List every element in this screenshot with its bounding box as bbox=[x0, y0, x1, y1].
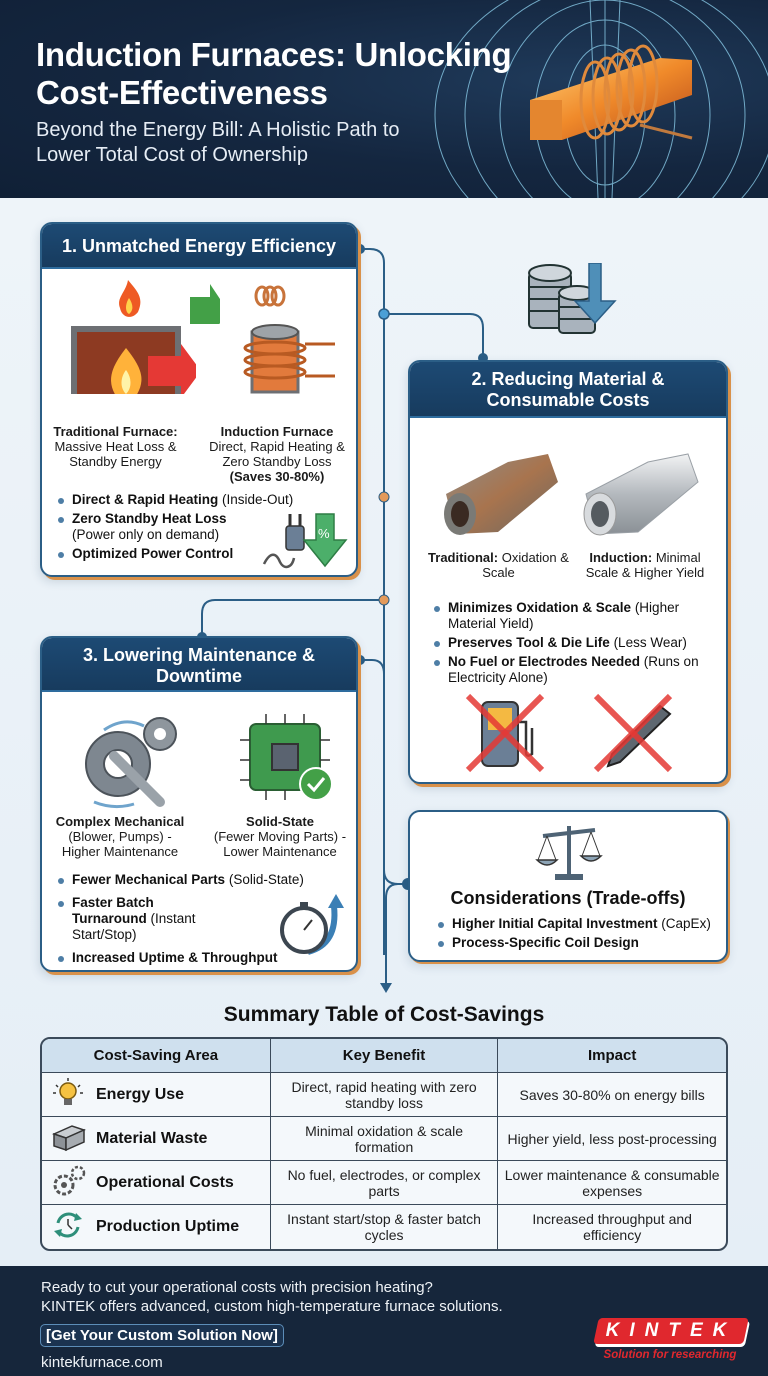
logo-tagline: Solution for researching bbox=[603, 1349, 737, 1361]
benefit-cell: Direct, rapid heating with zero standby loss bbox=[271, 1073, 499, 1117]
considerations-title: Considerations (Trade-offs) bbox=[450, 888, 686, 908]
list-item: Increased Uptime & Throughput bbox=[56, 950, 346, 966]
complex-mechanical-caption: Complex Mechanical (Blower, Pumps) - Higher Maintenance bbox=[55, 814, 185, 859]
page-title: Induction Furnaces: Unlocking Cost-Effectiveness bbox=[36, 36, 512, 111]
area-label: Energy Use bbox=[96, 1085, 185, 1103]
induction-coil-icon bbox=[232, 284, 342, 399]
traditional-furnace-icon bbox=[66, 274, 196, 394]
energy-efficiency-title: 1. Unmatched Energy Efficiency bbox=[42, 224, 356, 269]
list-item: Higher Initial Capital Investment (CapEx) bbox=[436, 916, 721, 932]
impact-cell: Saves 30-80% on energy bills bbox=[498, 1073, 726, 1117]
traditional-part-caption: Traditional: Oxidation & Scale bbox=[428, 550, 569, 580]
impact-cell: Lower maintenance & consumable expenses bbox=[498, 1161, 726, 1205]
balance-scale-icon bbox=[535, 822, 605, 884]
website-link[interactable]: kintekfurnace.com bbox=[41, 1354, 163, 1371]
plug-percent-icon bbox=[262, 512, 352, 572]
summary-table bbox=[40, 1037, 728, 1251]
traditional-furnace-caption: Traditional Furnace: Massive Heat Loss & Standby Energy bbox=[53, 424, 178, 469]
benefit-cell: No fuel, electrodes, or complex parts bbox=[271, 1161, 499, 1205]
solid-state-chip-icon bbox=[236, 710, 346, 810]
get-custom-solution-button[interactable]: [Get Your Custom Solution Now] bbox=[40, 1324, 284, 1347]
footer-message: Ready to cut your operational costs with precision heating? KINTEK offers advanced, custom high-temperature furnace solutions. bbox=[41, 1279, 503, 1315]
area-label: Material Waste bbox=[96, 1129, 208, 1147]
column-header: Impact bbox=[498, 1039, 726, 1073]
coins-down-icon bbox=[527, 263, 619, 345]
column-header: Cost-Saving Area bbox=[42, 1039, 271, 1073]
list-item: Fewer Mechanical Parts (Solid-State) bbox=[56, 872, 346, 888]
lightbulb-icon bbox=[52, 1077, 84, 1109]
considerations-card bbox=[408, 810, 728, 962]
list-item: Direct & Rapid Heating (Inside-Out) bbox=[56, 492, 336, 508]
list-item: Process-Specific Coil Design bbox=[436, 935, 721, 951]
induction-part-caption: Induction: Minimal Scale & Higher Yield bbox=[585, 550, 705, 580]
gears-icon bbox=[52, 1165, 86, 1197]
benefit-cell: Minimal oxidation & scale formation bbox=[271, 1117, 499, 1161]
oxidized-part-image bbox=[438, 442, 568, 552]
material-costs-card bbox=[408, 360, 728, 784]
material-costs-title: 2. Reducing Material & Consumable Costs bbox=[410, 362, 726, 418]
svg-text:%: % bbox=[318, 526, 330, 541]
page-subtitle: Beyond the Energy Bill: A Holistic Path to Lower Total Cost of Ownership bbox=[36, 119, 400, 166]
no-electrodes-icon bbox=[590, 692, 680, 774]
table-header-row bbox=[42, 1039, 726, 1073]
maintenance-title: 3. Lowering Maintenance & Downtime bbox=[42, 638, 356, 692]
solid-state-caption: Solid-State (Fewer Moving Parts) - Lower Maintenance bbox=[213, 814, 347, 859]
no-fuel-icon bbox=[462, 692, 552, 774]
induction-furnace-caption: Induction Furnace Direct, Rapid Heating & Zero Standby Loss (Saves 30-80%) bbox=[209, 424, 345, 484]
list-item: Preserves Tool & Die Life (Less Wear) bbox=[432, 635, 717, 651]
stopwatch-icon bbox=[278, 894, 348, 958]
table-row bbox=[42, 1205, 726, 1249]
gears-wrench-icon bbox=[74, 710, 184, 810]
impact-cell: Higher yield, less post-processing bbox=[498, 1117, 726, 1161]
table-row bbox=[42, 1117, 726, 1161]
considerations-list bbox=[436, 916, 721, 954]
list-item: Faster Batch Turnaround (Instant Start/Stop) bbox=[56, 895, 231, 943]
summary-title: Summary Table of Cost-Savings bbox=[223, 1003, 545, 1026]
footer bbox=[0, 1266, 768, 1376]
cycle-clock-icon bbox=[52, 1209, 84, 1241]
table-row bbox=[42, 1161, 726, 1205]
kintek-logo: KINTEK bbox=[593, 1318, 749, 1344]
benefit-cell: Instant start/stop & faster batch cycles bbox=[271, 1205, 499, 1249]
column-header: Key Benefit bbox=[271, 1039, 499, 1073]
metal-block-icon bbox=[52, 1122, 86, 1152]
table-row bbox=[42, 1073, 726, 1117]
impact-cell: Increased throughput and efficiency bbox=[532, 1211, 692, 1243]
area-label: Operational Costs bbox=[96, 1173, 234, 1191]
energy-efficiency-card bbox=[40, 222, 358, 577]
header-banner bbox=[0, 0, 768, 198]
maintenance-card bbox=[40, 636, 358, 972]
list-item: Zero Standby Heat Loss (Power only on demand) bbox=[56, 511, 236, 543]
clean-part-image bbox=[578, 442, 708, 552]
list-item: Optimized Power Control bbox=[56, 546, 336, 562]
list-item: No Fuel or Electrodes Needed (Runs on Electricity Alone) bbox=[432, 654, 717, 686]
area-label: Production Uptime bbox=[96, 1218, 240, 1236]
green-arrow-icon bbox=[190, 284, 220, 324]
list-item: Minimizes Oxidation & Scale (Higher Material Yield) bbox=[432, 600, 717, 632]
material-benefits-list bbox=[432, 600, 717, 689]
